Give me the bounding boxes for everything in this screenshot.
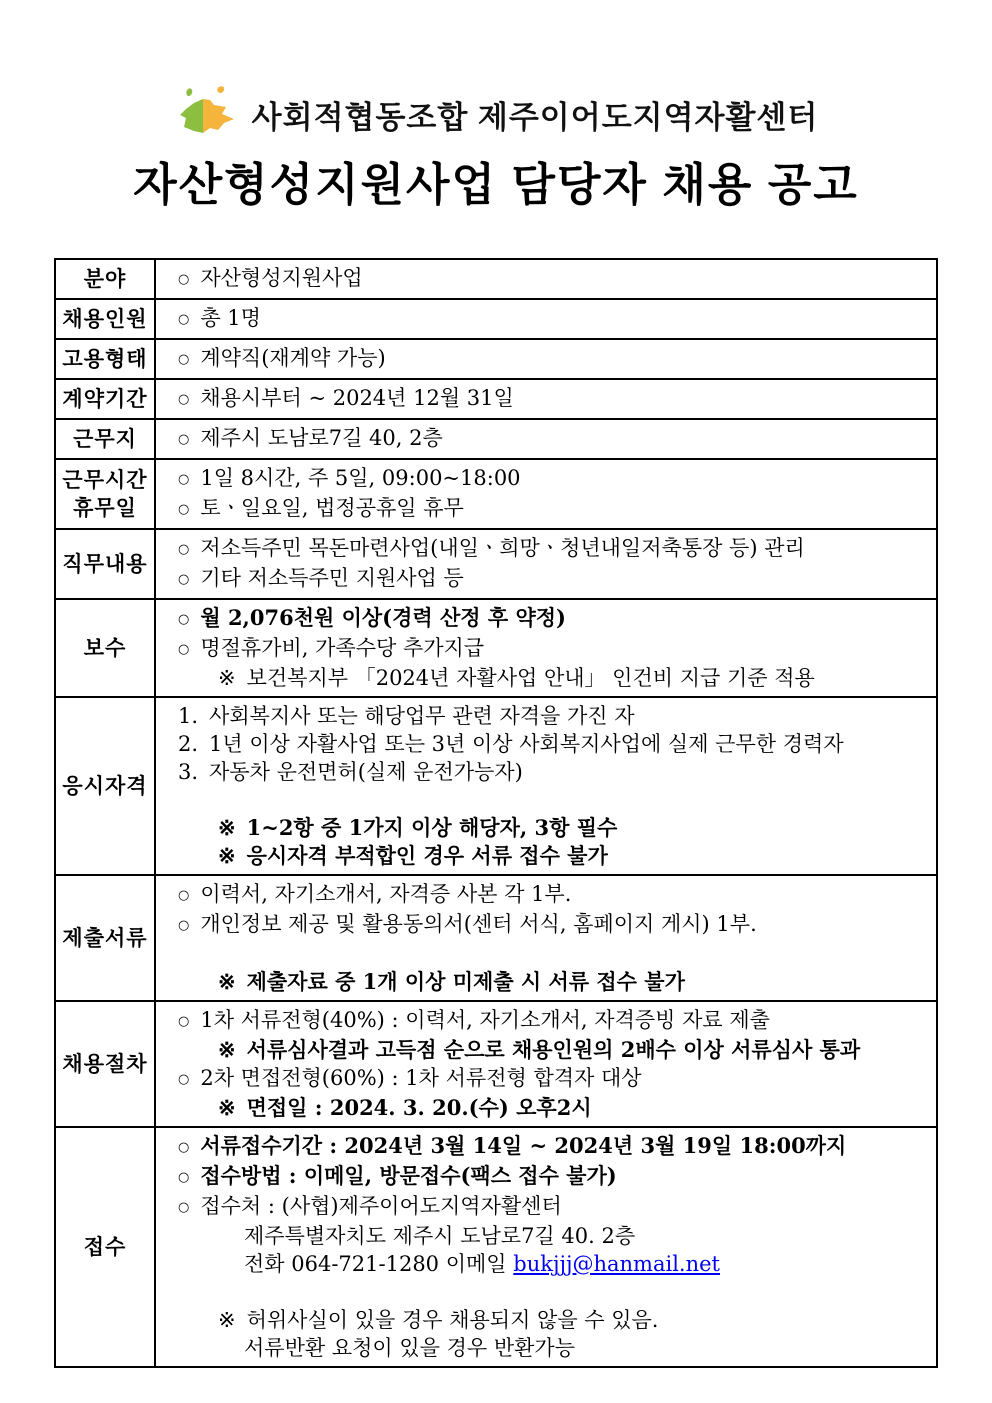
circle-bullet-icon: ○ — [178, 612, 190, 627]
row-label: 접수 — [55, 1127, 155, 1367]
content-line — [178, 344, 928, 374]
circle-bullet-icon: ○ — [178, 1072, 190, 1087]
org-line — [0, 82, 992, 146]
circle-bullet-icon: ○ — [178, 1014, 190, 1029]
content-line — [178, 1006, 928, 1036]
line-text: 서류접수기간 : 2024년 3월 14일 ~ 2024년 3월 19일 18:00까지 — [200, 1133, 847, 1158]
line-text: 1차 서류전형(40%) : 이력서, 자기소개서, 자격증빙 자료 제출 — [200, 1008, 770, 1032]
row-label: 보수 — [55, 599, 155, 697]
table-row — [55, 697, 937, 875]
line-text: 제출자료 중 1개 이상 미제출 시 서류 접수 불가 — [246, 969, 685, 994]
row-label: 고용형태 — [55, 339, 155, 379]
circle-bullet-icon: ○ — [178, 272, 190, 287]
content-line — [178, 702, 928, 730]
row-label: 계약기간 — [55, 379, 155, 419]
line-text: 1년 이상 자활사업 또는 3년 이상 사회복지사업에 실제 근무한 경력자 — [209, 732, 844, 756]
row-label: 근무지 — [55, 419, 155, 459]
table-row — [55, 529, 937, 599]
line-text: 사회복지사 또는 해당업무 관련 자격을 가진 자 — [209, 704, 635, 728]
row-content — [155, 1001, 937, 1127]
content-line — [178, 940, 928, 968]
content-line — [178, 758, 928, 786]
row-content — [155, 459, 937, 529]
email-link[interactable]: bukjjj@hanmail.net — [513, 1252, 720, 1276]
row-label: 분야 — [55, 259, 155, 299]
line-text: 명절휴가비, 가족수당 추가지급 — [200, 636, 485, 660]
row-label: 응시자격 — [55, 697, 155, 875]
org-name: 사회적협동조합 제주이어도지역자활센터 — [251, 99, 819, 135]
content-line — [178, 384, 928, 414]
reference-mark-icon: ※ — [218, 1095, 236, 1120]
line-text: 월 2,076천원 이상(경력 산정 후 약정) — [200, 605, 566, 630]
row-content — [155, 599, 937, 697]
circle-bullet-icon: ○ — [178, 432, 190, 447]
table-row — [55, 419, 937, 459]
circle-bullet-icon: ○ — [178, 918, 190, 933]
circle-bullet-icon: ○ — [178, 352, 190, 367]
circle-bullet-icon: ○ — [178, 1140, 190, 1155]
content-line — [178, 1132, 928, 1162]
content-line — [178, 1162, 928, 1192]
content-line — [178, 786, 928, 814]
content-line — [178, 842, 928, 870]
line-text: 접수방법 : 이메일, 방문접수(팩스 접수 불가) — [200, 1163, 617, 1188]
line-text: 기타 저소득주민 지원사업 등 — [200, 566, 464, 590]
content-line — [178, 1222, 928, 1250]
content-line — [178, 1250, 928, 1278]
row-content — [155, 529, 937, 599]
content-line — [178, 1064, 928, 1094]
table-row — [55, 1001, 937, 1127]
row-label: 직무내용 — [55, 529, 155, 599]
line-text: 허위사실이 있을 경우 채용되지 않을 수 있음. — [246, 1308, 659, 1332]
row-label: 제출서류 — [55, 875, 155, 1001]
content-line — [178, 910, 928, 940]
row-label: 채용인원 — [55, 299, 155, 339]
reference-mark-icon: ※ — [218, 843, 236, 868]
reference-mark-icon: ※ — [218, 1308, 236, 1332]
line-text: 제주특별자치도 제주시 도남로7길 40. 2층 — [244, 1224, 636, 1248]
line-text: 서류심사결과 고득점 순으로 채용인원의 2배수 이상 서류심사 통과 — [246, 1037, 861, 1062]
row-content — [155, 1127, 937, 1367]
row-content — [155, 875, 937, 1001]
line-text: 계약직(재계약 가능) — [200, 346, 386, 370]
content-line — [178, 1278, 928, 1306]
line-text: 면접일 : 2024. 3. 20.(수) 오후2시 — [246, 1095, 592, 1120]
line-text: 제주시 도남로7길 40, 2층 — [200, 426, 443, 450]
line-text: 보건복지부 「2024년 자활사업 안내」 인건비 지급 기준 적용 — [246, 666, 815, 690]
content-line — [178, 1306, 928, 1334]
content-line — [178, 304, 928, 334]
table-row — [55, 339, 937, 379]
content-line — [178, 634, 928, 664]
table-row — [55, 259, 937, 299]
table-body — [55, 259, 937, 1367]
line-text: 2차 면접전형(60%) : 1차 서류전형 합격자 대상 — [200, 1066, 642, 1090]
row-content — [155, 299, 937, 339]
content-line — [178, 264, 928, 294]
line-text: 채용시부터 ~ 2024년 12월 31일 — [200, 386, 514, 410]
line-text: 응시자격 부적합인 경우 서류 접수 불가 — [246, 843, 608, 868]
content-line — [178, 1036, 928, 1064]
row-content — [155, 697, 937, 875]
table-row — [55, 1127, 937, 1367]
line-text: 총 1명 — [200, 306, 261, 330]
center-logo-icon — [174, 85, 236, 143]
content-line — [178, 494, 928, 524]
recruitment-table — [54, 258, 938, 1368]
circle-bullet-icon: ○ — [178, 888, 190, 903]
circle-bullet-icon: ○ — [178, 642, 190, 657]
row-content — [155, 339, 937, 379]
line-text: 전화 064-721-1280 이메일 — [244, 1252, 514, 1276]
reference-mark-icon: ※ — [218, 815, 236, 840]
content-line — [178, 730, 928, 758]
row-content — [155, 379, 937, 419]
content-line — [178, 814, 928, 842]
line-text: 이력서, 자기소개서, 자격증 사본 각 1부. — [200, 882, 572, 906]
page-title: 자산형성지원사업 담당자 채용 공고 — [133, 159, 859, 210]
reference-mark-icon: ※ — [218, 969, 236, 994]
circle-bullet-icon: ○ — [178, 572, 190, 587]
row-content — [155, 419, 937, 459]
line-text: 1일 8시간, 주 5일, 09:00~18:00 — [200, 466, 521, 490]
circle-bullet-icon: ○ — [178, 392, 190, 407]
line-text: 저소득주민 목돈마련사업(내일ㆍ희망ㆍ청년내일저축통장 등) 관리 — [200, 536, 805, 560]
number-bullet: 2. — [178, 732, 199, 756]
content-line — [178, 564, 928, 594]
line-text: 1~2항 중 1가지 이상 해당자, 3항 필수 — [246, 815, 618, 840]
content-line — [178, 880, 928, 910]
row-label: 근무시간 휴무일 — [55, 459, 155, 529]
content-line — [178, 1334, 928, 1362]
content-line — [178, 464, 928, 494]
table-row — [55, 379, 937, 419]
circle-bullet-icon: ○ — [178, 472, 190, 487]
table-row — [55, 599, 937, 697]
line-text: 토ㆍ일요일, 법정공휴일 휴무 — [200, 496, 464, 520]
number-bullet: 1. — [178, 704, 199, 728]
line-text: 자동차 운전면허(실제 운전가능자) — [209, 760, 523, 784]
content-line — [178, 1094, 928, 1122]
table-row — [55, 459, 937, 529]
reference-mark-icon: ※ — [218, 666, 236, 690]
line-text: 접수처 : (사협)제주이어도지역자활센터 — [200, 1194, 562, 1218]
line-text: 자산형성지원사업 — [200, 266, 363, 290]
content-line — [178, 968, 928, 996]
reference-mark-icon: ※ — [218, 1037, 236, 1062]
content-line — [178, 604, 928, 634]
circle-bullet-icon: ○ — [178, 1170, 190, 1185]
row-label: 채용절차 — [55, 1001, 155, 1127]
row-content — [155, 259, 937, 299]
line-text: 서류반환 요청이 있을 경우 반환가능 — [244, 1336, 575, 1360]
circle-bullet-icon: ○ — [178, 542, 190, 557]
circle-bullet-icon: ○ — [178, 312, 190, 327]
table-row — [55, 875, 937, 1001]
number-bullet: 3. — [178, 760, 199, 784]
table-row — [55, 299, 937, 339]
content-line — [178, 1192, 928, 1222]
line-text: 개인정보 제공 및 활용동의서(센터 서식, 홈페이지 게시) 1부. — [200, 912, 757, 936]
content-line — [178, 664, 928, 692]
content-line — [178, 534, 928, 564]
document-header — [0, 0, 992, 212]
circle-bullet-icon: ○ — [178, 502, 190, 517]
circle-bullet-icon: ○ — [178, 1200, 190, 1215]
content-line — [178, 424, 928, 454]
